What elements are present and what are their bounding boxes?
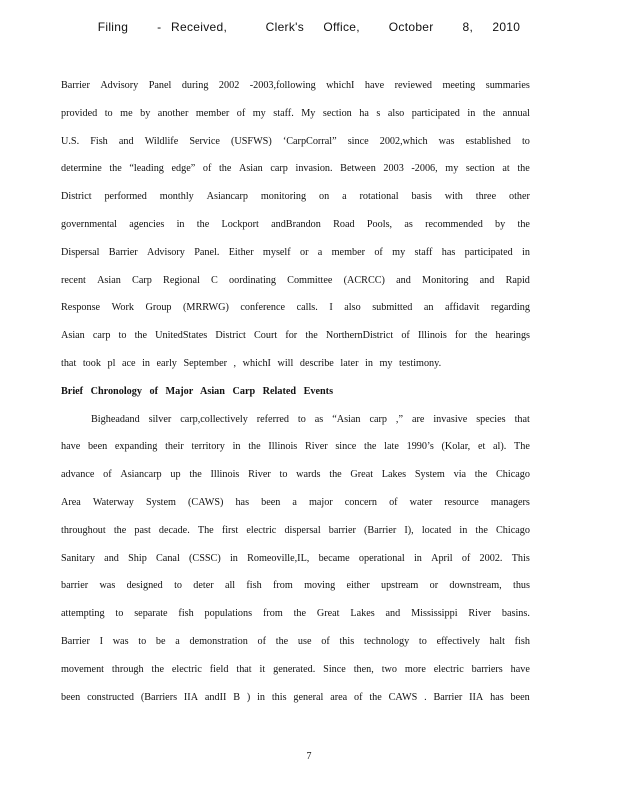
- filing-header: Filing - Received, Clerk's Office, October 8, 2010: [97, 20, 521, 34]
- paragraph-2: [61, 406, 530, 712]
- text-line: Barrier I was to be a demonstration of the use of this technology to effectively halt fish: [61, 635, 530, 647]
- text-line: U.S. Fish and Wildlife Service (USFWS) ‘CarpCorral” since 2002,which was established to: [61, 135, 530, 147]
- text-line: that took pl ace in early September , whichI will describe later in my testimony.: [61, 357, 442, 369]
- text-line: Asian carp to the UnitedStates District Court for the NorthernDistrict of Illinois for the hearings: [61, 330, 530, 342]
- text-line: advance of Asiancarp up the Illinois River to wards the Great Lakes System via the Chicago: [61, 469, 530, 481]
- paragraph-1: [61, 72, 530, 378]
- text-line: recent Asian Carp Regional C oordinating Committee (ACRCC) and Monitoring and Rapid: [61, 274, 530, 286]
- text-line: governmental agencies in the Lockport andBrandon Road Pools, as recommended by the: [61, 218, 530, 230]
- text-line: been constructed (Barriers IIA andII B ) in this general area of the CAWS . Barrier IIA has been: [61, 691, 530, 703]
- text-line: Bigheadand silver carp,collectively referred to as “Asian carp ,” are invasive species that: [91, 413, 530, 425]
- text-line: Barrier Advisory Panel during 2002 -2003,following whichI have reviewed meeting summaries: [61, 80, 530, 91]
- text-line: have been expanding their territory in the Illinois River since the late 1990’s (Kolar, et al). The: [61, 441, 530, 453]
- page-number: 7: [306, 751, 312, 762]
- text-line: Dispersal Barrier Advisory Panel. Either myself or a member of my staff has participated in: [61, 246, 530, 258]
- text-line: attempting to separate fish populations from the Great Lakes and Mississippi River basins.: [61, 608, 530, 620]
- text-line: barrier was designed to deter all fish from moving either upstream or downstream, thus: [61, 580, 530, 592]
- testimony-body: [61, 72, 530, 711]
- section-heading: Brief Chronology of Major Asian Carp Related Events: [61, 385, 334, 397]
- text-line: Area Waterway System (CAWS) has been a major concern of water resource managers: [61, 496, 530, 508]
- text-line: District performed monthly Asiancarp monitoring on a rotational basis with three other: [61, 191, 530, 203]
- text-line: Response Work Group (MRRWG) conference calls. I also submitted an affidavit regarding: [61, 302, 530, 314]
- text-line: determine the “leading edge” of the Asian carp invasion. Between 2003 -2006, my section at the: [61, 163, 530, 175]
- text-line: provided to me by another member of my staff. My section ha s also participated in the annual: [61, 107, 530, 119]
- text-line: throughout the past decade. The first electric dispersal barrier (Barrier I), located in the Chicago: [61, 524, 530, 536]
- text-line: movement through the electric field that it generated. Since then, two more electric barriers have: [61, 663, 530, 675]
- text-line: Sanitary and Ship Canal (CSSC) in Romeoville,IL, became operational in April of 2002. This: [61, 552, 530, 564]
